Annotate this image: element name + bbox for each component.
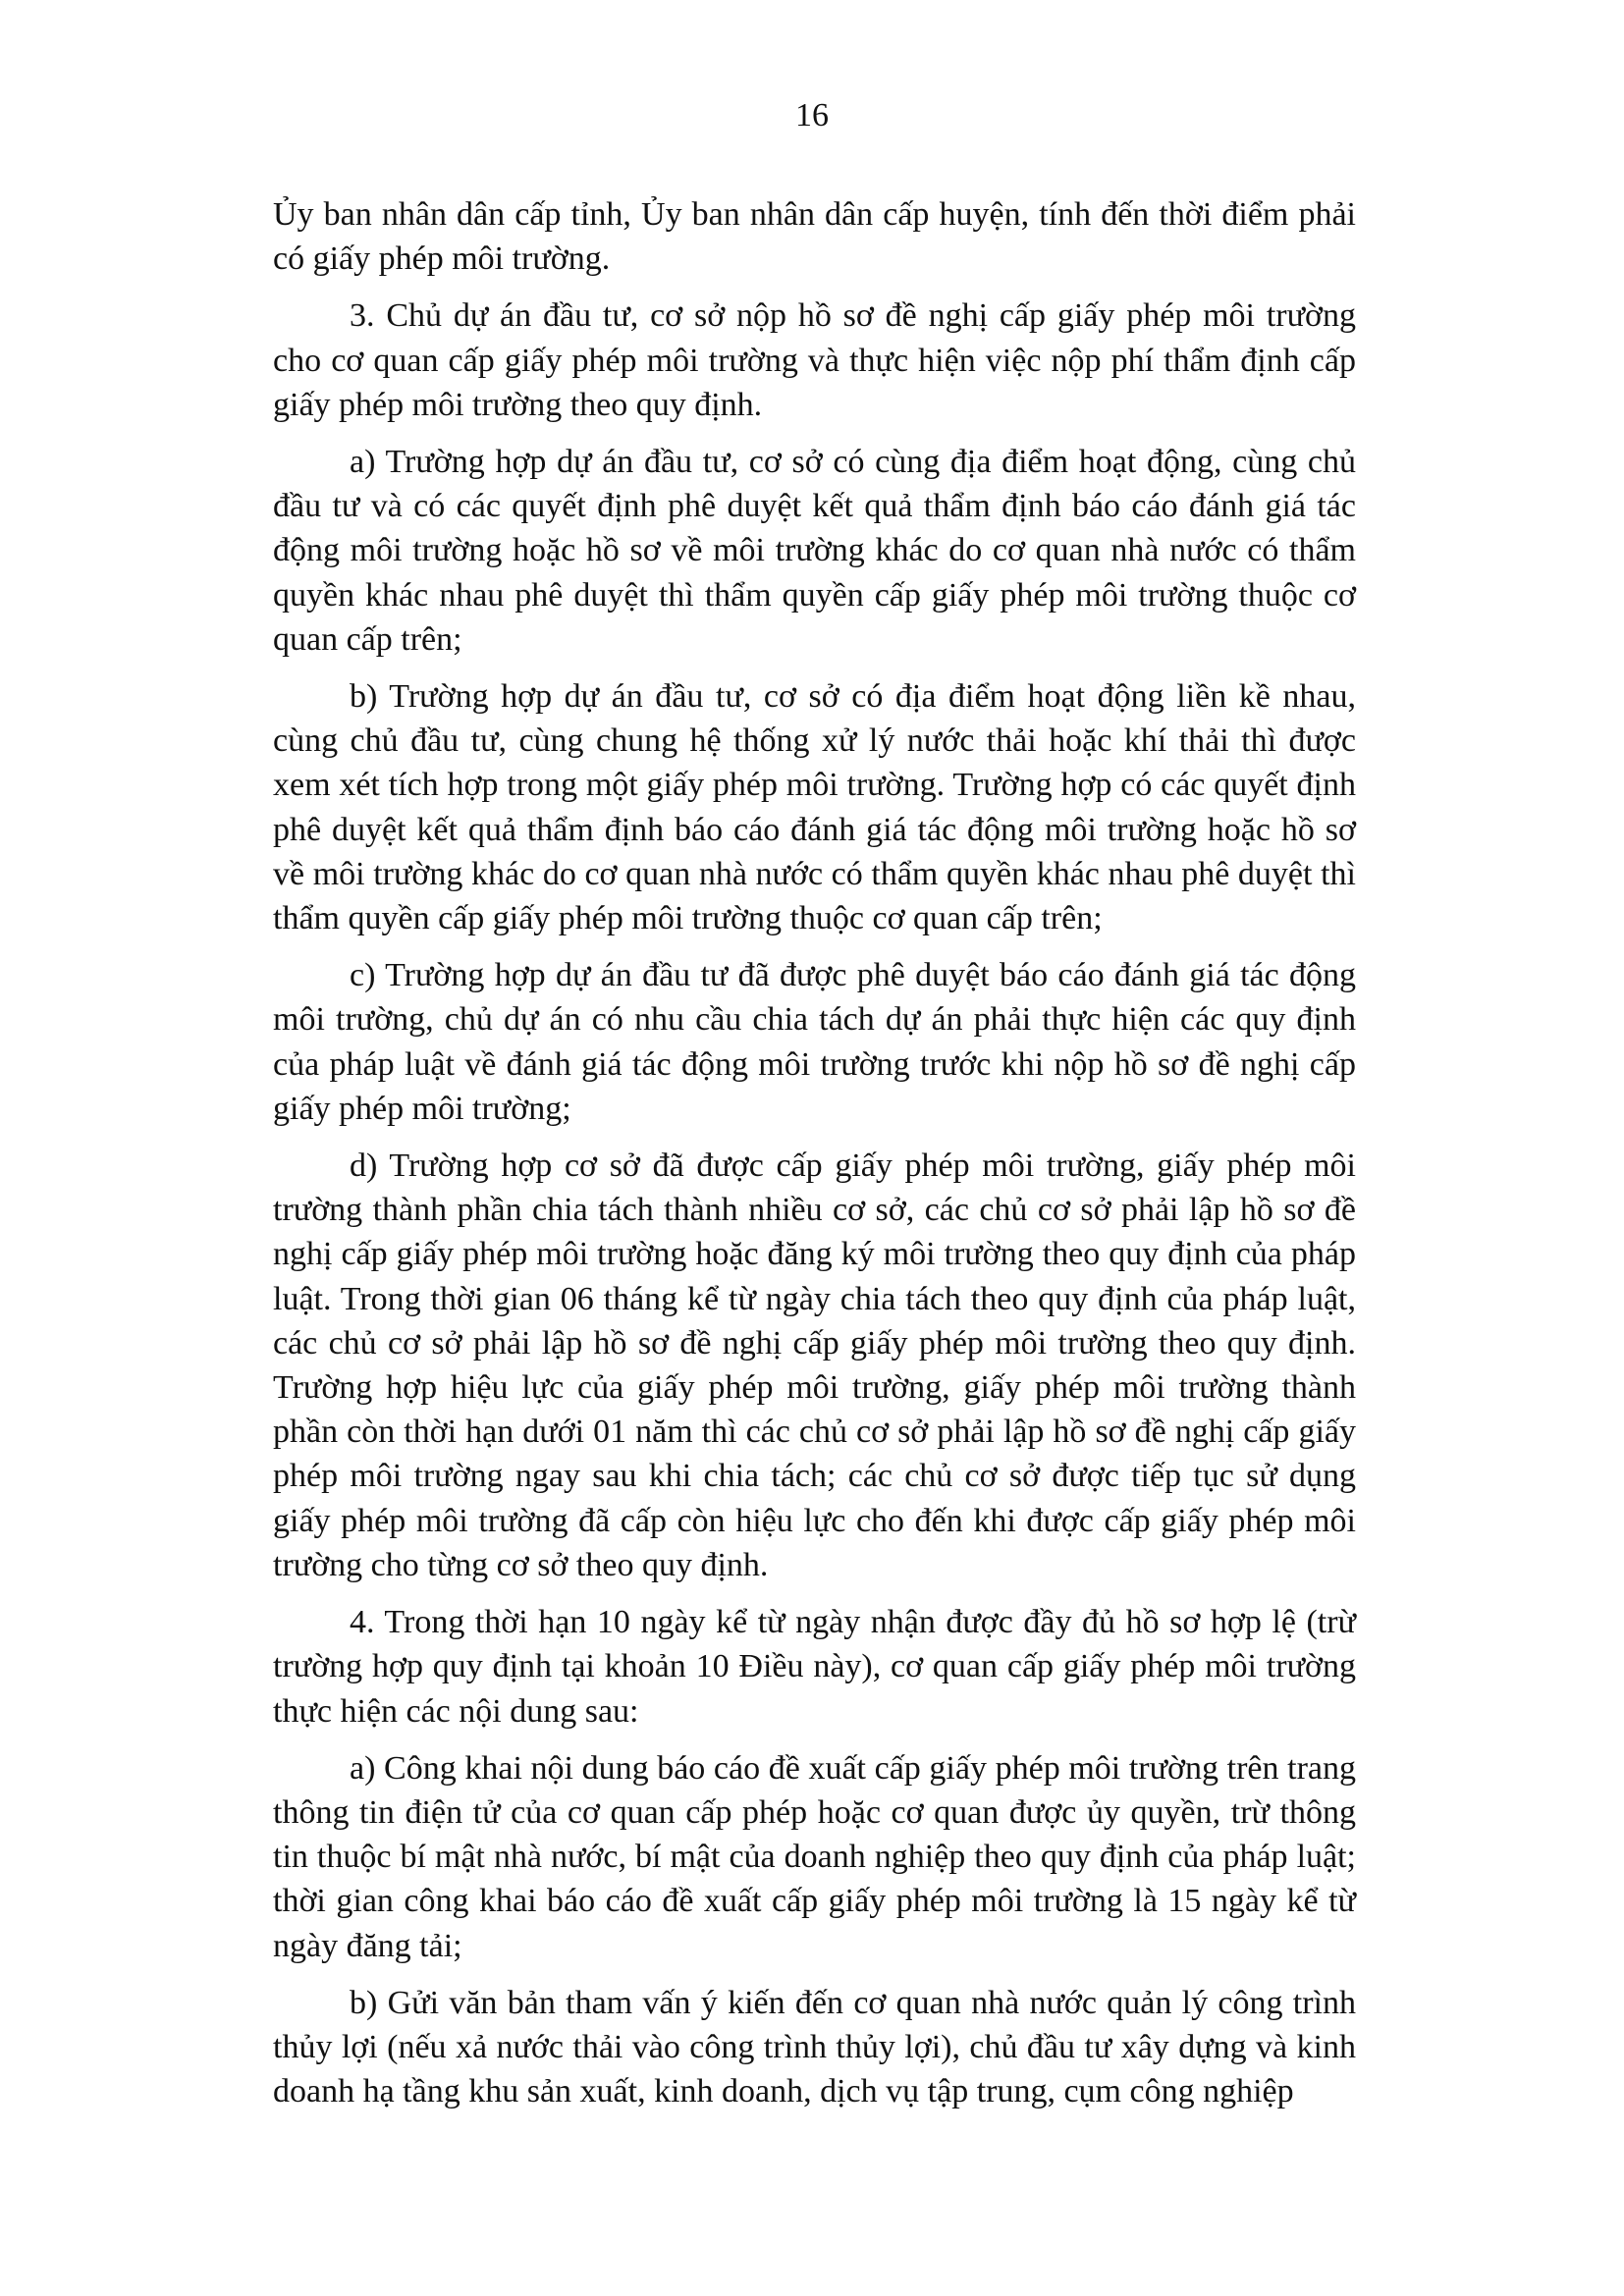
document-body	[273, 192, 1356, 2126]
paragraph-clause-3b: b) Trường hợp dự án đầu tư, cơ sở có địa điểm hoạt động liền kề nhau, cùng chủ đầu tư, cùng chung hệ thống xử lý nước thải hoặc khí thải thì được xem xét tích hợp trong một giấy phép môi trường. Trường hợp có các quyết định phê duyệt kết quả thẩm định báo cáo đánh giá tác động môi trường hoặc hồ sơ về môi trường khác do cơ quan nhà nước có thẩm quyền khác nhau phê duyệt thì thẩm quyền cấp giấy phép môi trường thuộc cơ quan cấp trên;	[273, 678, 1356, 937]
paragraph-clause-3c: c) Trường hợp dự án đầu tư đã được phê duyệt báo cáo đánh giá tác động môi trường, chủ dự án có nhu cầu chia tách dự án phải thực hiện các quy định của pháp luật về đánh giá tác động môi trường trước khi nộp hồ sơ đề nghị cấp giấy phép môi trường;	[273, 957, 1356, 1127]
paragraph-clause-3a: a) Trường hợp dự án đầu tư, cơ sở có cùng địa điểm hoạt động, cùng chủ đầu tư và có các quyết định phê duyệt kết quả thẩm định báo cáo đánh giá tác động môi trường hoặc hồ sơ về môi trường khác do cơ quan nhà nước có thẩm quyền khác nhau phê duyệt thì thẩm quyền cấp giấy phép môi trường thuộc cơ quan cấp trên;	[273, 444, 1356, 658]
paragraph-clause-3d: d) Trường hợp cơ sở đã được cấp giấy phép môi trường, giấy phép môi trường thành phần chia tách thành nhiều cơ sở, các chủ cơ sở phải lập hồ sơ đề nghị cấp giấy phép môi trường hoặc đăng ký môi trường theo quy định của pháp luật. Trong thời gian 06 tháng kể từ ngày chia tách theo quy định của pháp luật, các chủ cơ sở phải lập hồ sơ đề nghị cấp giấy phép môi trường theo quy định. Trường hợp hiệu lực của giấy phép môi trường, giấy phép môi trường thành phần còn thời hạn dưới 01 năm thì các chủ cơ sở phải lập hồ sơ đề nghị cấp giấy phép môi trường ngay sau khi chia tách; các chủ cơ sở được tiếp tục sử dụng giấy phép môi trường đã cấp còn hiệu lực cho đến khi được cấp giấy phép môi trường cho từng cơ sở theo quy định.	[273, 1148, 1356, 1583]
paragraph-clause-4: 4. Trong thời hạn 10 ngày kể từ ngày nhận được đầy đủ hồ sơ hợp lệ (trừ trường hợp quy định tại khoản 10 Điều này), cơ quan cấp giấy phép môi trường thực hiện các nội dung sau:	[273, 1604, 1356, 1730]
paragraph-continuation: Ủy ban nhân dân cấp tỉnh, Ủy ban nhân dân cấp huyện, tính đến thời điểm phải có giấy phép môi trường.	[273, 196, 1356, 278]
paragraph-clause-4a: a) Công khai nội dung báo cáo đề xuất cấp giấy phép môi trường trên trang thông tin điện tử của cơ quan cấp phép hoặc cơ quan được ủy quyền, trừ thông tin thuộc bí mật nhà nước, bí mật của doanh nghiệp theo quy định của pháp luật; thời gian công khai báo cáo đề xuất cấp giấy phép môi trường là 15 ngày kể từ ngày đăng tải;	[273, 1749, 1356, 1964]
paragraph-clause-3: 3. Chủ dự án đầu tư, cơ sở nộp hồ sơ đề nghị cấp giấy phép môi trường cho cơ quan cấp giấy phép môi trường và thực hiện việc nộp phí thẩm định cấp giấy phép môi trường theo quy định.	[273, 297, 1356, 423]
paragraph-clause-4b: b) Gửi văn bản tham vấn ý kiến đến cơ quan nhà nước quản lý công trình thủy lợi (nếu xả nước thải vào công trình thủy lợi), chủ đầu tư xây dựng và kinh doanh hạ tầng khu sản xuất, kinh doanh, dịch vụ tập trung, cụm công nghiệp	[273, 1984, 1356, 2110]
page-number: 16	[795, 97, 829, 133]
